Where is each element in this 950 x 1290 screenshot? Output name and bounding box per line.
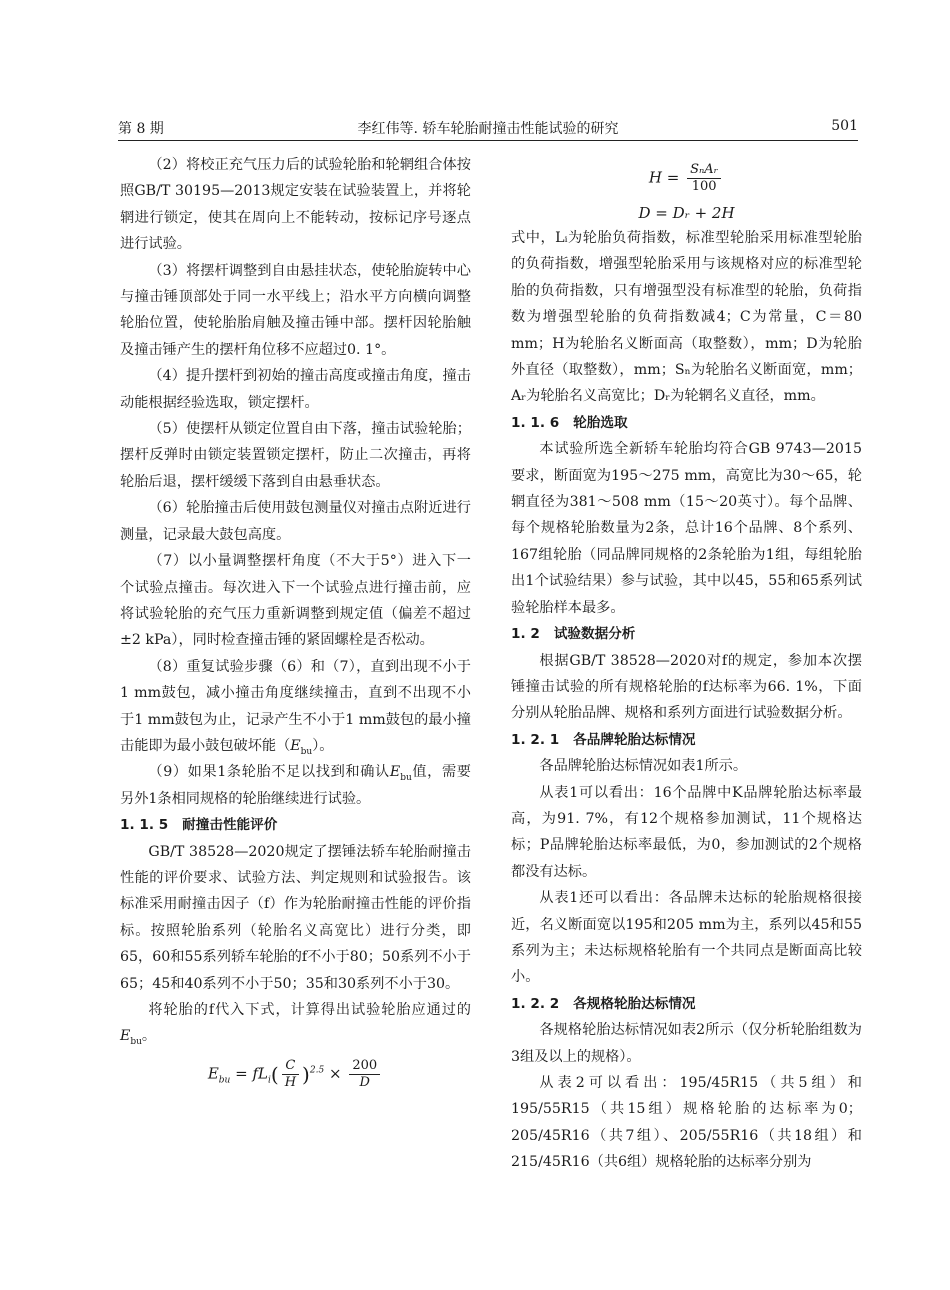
section-1-2-2-heading: 1. 2. 2 各规格轮胎达标情况 xyxy=(511,995,696,1012)
page-number: 501 xyxy=(831,118,858,134)
spec-finding: 从表2可以看出：195/45R15（共5组）和195/55R15（共15组）规格轮胎的达标率为0；205/45R16（共7组）、205/55R16（共18组）和215/45R16（共6组）规格轮胎的达标率分别为 xyxy=(511,1075,862,1171)
step-8-text: （8）重复试验步骤（6）和（7），直到出现不小于1 mm鼓包，减小撞击角度继续撞击，直到不出现不小于1 mm鼓包为止，记录产生不小于1 mm鼓包的最小撞击能即为最小鼓包破坏能（ xyxy=(120,658,471,754)
formula-h: H = $\frac{\text{SₙAᵣ}}{100}$ xyxy=(511,162,862,195)
left-column xyxy=(120,152,471,1091)
step-8: （8）重复试验步骤（6）和（7），直到出现不小于1 mm鼓包，减小撞击角度继续撞击，直到不出现不小于1 mm鼓包为止，记录产生不小于1 mm鼓包的最小撞击能即为最小鼓包破坏能$(E_{bu})$。 xyxy=(120,658,471,757)
step-3: （3）将摆杆调整到自由悬挂状态，使轮胎旋转中心与撞击锤顶部处于同一水平线上；沿水平方向横向调整轮胎位置，使轮胎胎肩触及撞击锤中部。摆杆因轮胎触及撞击锤产生的摆杆角位移不应超过0. 1°。 xyxy=(120,262,471,358)
step-5: （5）使摆杆从锁定位置自由下落，撞击试验轮胎；摆杆反弹时由锁定装置锁定摆杆，防止二次撞击，再将轮胎后退，摆杆缓缓下落到自由悬垂状态。 xyxy=(120,421,471,490)
formula-ebu: $E_{bu} = fL_i$( $\frac{C}{H}$ )$^{2.5}$ × $\frac{200}{D}$ xyxy=(120,1058,471,1091)
running-title: 李红伟等. 轿车轮胎耐撞击性能试验的研究 xyxy=(357,121,619,137)
brand-intro: 各品牌轮胎达标情况如表1所示。 xyxy=(539,758,748,775)
step-6: （6）轮胎撞击后使用鼓包测量仪对撞击点附近进行测量，记录最大鼓包高度。 xyxy=(120,500,471,543)
tire-selection-paragraph: 本试验所选全新轿车轮胎均符合GB 9743—2015要求，断面宽为195～275 mm，高宽比为30～65，轮辋直径为381～508 mm（15～20英寸）。每个品牌、每个规格轮胎数量为2条，总计16个品牌、8个系列、167组轮胎（同品牌同规格的2条轮胎为1组，每组轮胎出1个试验结果）参与试验，其中以45，55和65系列试验轮胎样本最多。 xyxy=(511,441,862,616)
variable-definitions: 式中，Lᵢ为轮胎负荷指数，标准型轮胎采用标准型轮胎的负荷指数，增强型轮胎采用与该规格对应的标准型轮胎的负荷指数，只有增强型没有标准型的轮胎，负荷指数为增强型轮胎的负荷指数减4；C为常量，C＝80 mm；H为轮胎名义断面高（取整数），mm；D为轮胎外直径（取整数），mm；Sₙ为轮胎名义断面宽，mm；Aᵣ为轮胎名义高宽比；Dᵣ为轮辋名义直径，mm。 xyxy=(511,230,862,405)
right-column xyxy=(511,152,862,1176)
section-1-2-heading: 1. 2 试验数据分析 xyxy=(511,626,636,643)
analysis-paragraph: 根据GB/T 38528—2020对f的规定，参加本次摆锤撞击试验的所有规格轮胎的f达标率为66. 1%，下面分别从轮胎品牌、规格和系列方面进行试验数据分析。 xyxy=(511,652,862,722)
section-1-1-6-heading: 1. 1. 6 轮胎选取 xyxy=(511,414,628,431)
page-header xyxy=(118,114,858,141)
section-1-2-1-heading: 1. 2. 1 各品牌轮胎达标情况 xyxy=(511,731,696,748)
formula-intro: 将轮胎的f代入下式，计算得出试验轮胎应通过的$E_{bu}$。 xyxy=(120,1002,471,1048)
step-2: （2）将校正充气压力后的试验轮胎和轮辋组合体按照GB/T 30195—2013规定安装在试验装置上，并将轮辋进行锁定，使其在周向上不能转动，按标记序号逐点进行试验。 xyxy=(120,157,471,253)
step-7: （7）以小量调整摆杆角度（不大于5°）进入下一个试验点撞击。每次进入下一个试验点进行撞击前，应将试验轮胎的充气压力重新调整到规定值（偏差不超过±2 kPa），同时检查撞击锤的紧固螺栓是否松动。 xyxy=(120,553,471,649)
evaluation-paragraph: GB/T 38528—2020规定了摆锤法轿车轮胎耐撞击性能的评价要求、试验方法、判定规则和试验报告。该标准采用耐撞击因子（f）作为轮胎耐撞击性能的评价指标。按照轮胎系列（轮胎名义高宽比）进行分类，即65，60和55系列轿车轮胎的f不小于80；50系列不小于65；45和40系列不小于50；35和30系列不小于30。 xyxy=(120,843,471,992)
spec-intro: 各规格轮胎达标情况如表2所示（仅分析轮胎组数为3组及以上的规格）。 xyxy=(511,1022,862,1065)
step-9: （9）如果1条轮胎不足以找到和确认$E_{bu}$值，需要另外1条相同规格的轮胎继续进行试验。 xyxy=(120,764,471,807)
formula-d: D = Dᵣ + 2H xyxy=(638,204,735,222)
brand-finding-2: 从表1还可以看出：各品牌未达标的轮胎规格很接近，名义断面宽以195和205 mm为主，系列以45和55系列为主；未达标规格轮胎有一个共同点是断面高比较小。 xyxy=(511,890,862,986)
brand-finding-1: 从表1可以看出：16个品牌中K品牌轮胎达标率最高，为91. 7%，有12个规格参加测试，11个规格达标；P品牌轮胎达标率最低，为0，参加测试的2个规格都没有达标。 xyxy=(511,784,862,880)
step-4: （4）提升摆杆到初始的撞击高度或撞击角度，撞击动能根据经验选取，锁定摆杆。 xyxy=(120,368,471,411)
section-1-1-5-heading: 1. 1. 5 耐撞击性能评价 xyxy=(120,817,278,834)
issue-number: 第 8 期 xyxy=(118,121,164,137)
